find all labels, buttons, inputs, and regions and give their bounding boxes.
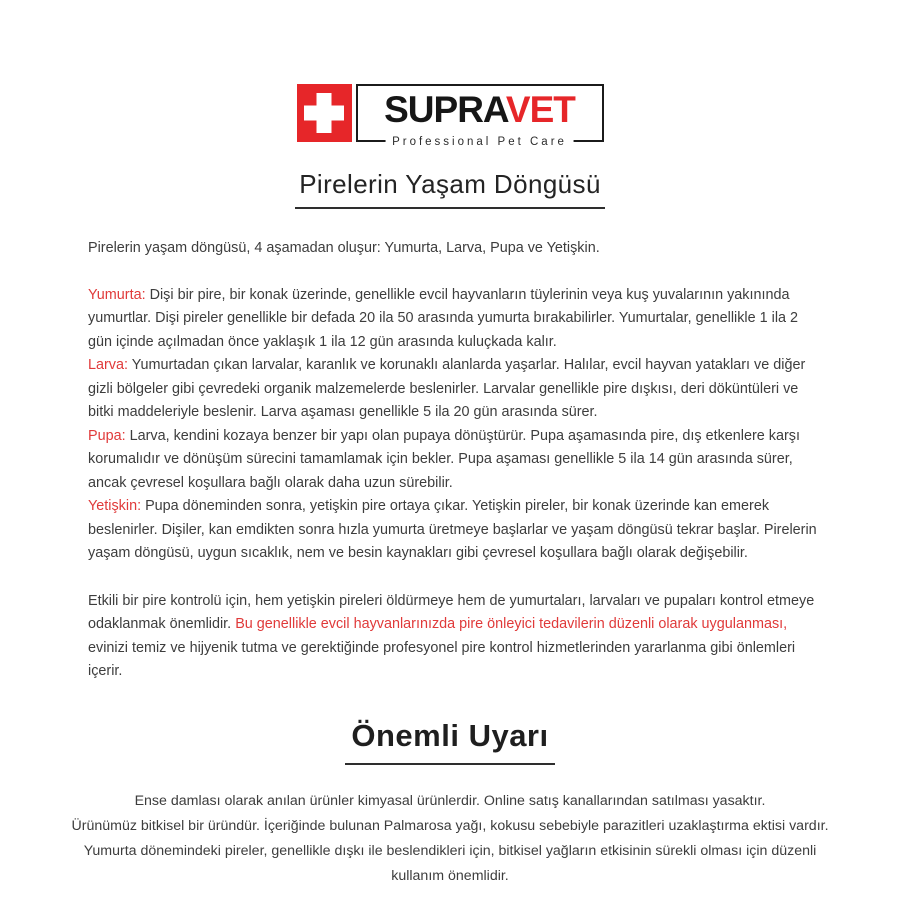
brand-wordmark — [384, 88, 575, 136]
stage-larva — [88, 354, 821, 425]
stage-text-larva: Yumurtadan çıkan larvalar, karanlık ve korunaklı alanlarda yaşarlar. Halılar, evcil hayvan yatakları ve diğer gizli bölgeler gibi çevredeki organik malzemelerde beslenirler. Larvalar genellikle pire dışkısı, deri döküntüleri ve bitki maddeleriyle beslenir. Larva aşaması genellikle 5 ila 20 gün arasında sürer. — [88, 357, 806, 420]
warning-line: Ürünümüz bitkisel bir üründür. İçeriğinde bulunan Palmarosa yağı, kokusu sebebiyle parazitleri uzaklaştırma ektisi vardır. — [71, 817, 829, 834]
page-title — [0, 164, 900, 209]
body-content — [88, 237, 821, 684]
stages-block — [88, 284, 821, 566]
stage-text-pupa: Larva, kendini kozaya benzer bir yapı olan pupaya dönüştürür. Pupa aşamasında pire, dış etkenlere karşı korumalıdır ve dönüşüm sürecini tamamlamak için bekler. Pupa aşaması genellikle 5 ila 14 gün arasında sürer, ancak çevresel koşullara bağlı olarak daha uzun sürebilir. — [88, 427, 800, 491]
brand-name-primary: SUPRA — [384, 88, 506, 130]
intro-paragraph: Pirelerin yaşam döngüsü, 4 aşamadan oluşur: Yumurta, Larva, Pupa ve Yetişkin. — [88, 240, 600, 256]
stage-label-larva: Larva: — [88, 357, 128, 373]
logo-wordmark-box — [356, 84, 604, 148]
stage-text-yumurta: Dişi bir pire, bir konak üzerinde, genellikle evcil hayvanların tüylerinin veya kuş yuvalarının yakınında yumurtlar. Dişi pireler genellikle bir defada 20 ila 50 arasında yumurta bırakabilirler. Yumurtalar, genellikle 1 ila 2 gün içinde açılmadan önce yaklaşık 1 ila 12 gün arasında kuluçkada kalır. — [88, 286, 799, 350]
stage-yetiskin — [88, 495, 821, 566]
cross-horizontal-bar — [304, 106, 344, 121]
control-highlight: Bu genellikle evcil hayvanlarınızda pire önleyici tedavilerin düzenli olarak uygulanması, — [235, 616, 788, 632]
stage-label-pupa: Pupa: — [88, 427, 126, 444]
control-text-2: evinizi temiz ve hijyenik tutma ve gerektiğinde profesyonel pire kontrol hizmetlerinden yararlanma gibi önlemleri içerir. — [88, 639, 796, 679]
warning-block — [69, 789, 831, 889]
stage-yumurta — [88, 284, 821, 355]
warning-heading-text: Önemli Uyarı — [345, 718, 554, 765]
control-paragraph — [88, 590, 821, 684]
brand-name-secondary: VET — [505, 88, 575, 130]
stage-label-yumurta: Yumurta: — [88, 286, 146, 303]
control-text-1: Etkili bir pire kontrolü için, hem yetişkin pireleri öldürmeye hem de yumurtaları, larvaları ve pupaları kontrol etmeye odaklanmak önemlidir. — [88, 592, 815, 632]
medical-cross-icon — [297, 84, 352, 142]
warning-line: Yumurta dönemindeki pireler, genellikle dışkı ile beslendikleri için, bitkisel yağların etkisinin sürekli olması için düzenli kullanım önemlidir. — [83, 842, 817, 884]
warning-heading — [0, 718, 900, 765]
warning-line: Ense damlası olarak anılan ürünler kimyasal ürünlerdir. Online satış kanallarından satılması yasaktır. — [134, 792, 766, 809]
stage-label-yetiskin: Yetişkin: — [88, 498, 142, 514]
brand-tagline: Professional Pet Care — [385, 136, 574, 148]
stage-pupa — [88, 425, 821, 496]
stage-text-yetiskin: Pupa döneminden sonra, yetişkin pire ortaya çıkar. Yetişkin pireler, bir konak üzerinde kan emerek beslenirler. Dişiler, kan emdikten sonra hızla yumurta üretmeye başlarlar ve yaşam döngüsü tekrar başlar. Pirelerin yaşam döngüsü, uygun sıcaklık, nem ve besin kaynakları gibi çevresel koşullara bağlı olarak değişebilir. — [88, 498, 817, 561]
page-title-text: Pirelerin Yaşam Döngüsü — [295, 169, 605, 209]
supravet-logo — [0, 84, 900, 148]
